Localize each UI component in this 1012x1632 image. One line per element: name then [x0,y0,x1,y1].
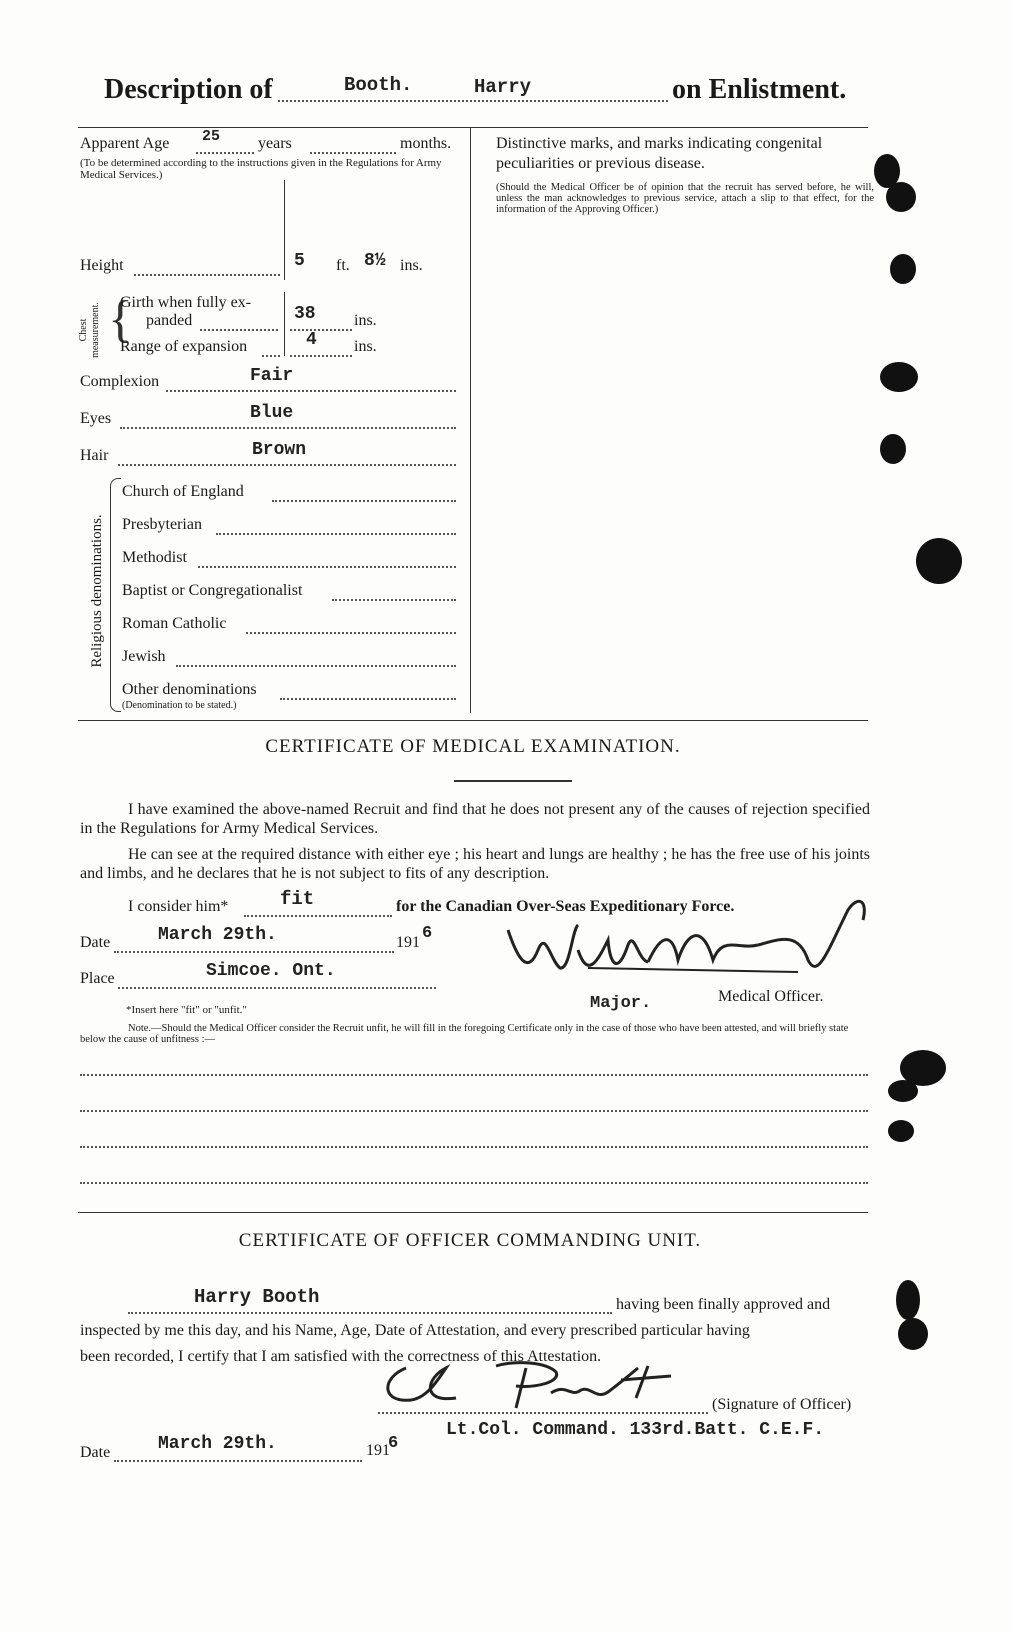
binding-hole [916,538,962,584]
height-ins-label: ins. [400,257,423,274]
apparent-age-label: Apparent Age [80,135,170,152]
religion-roman-catholic: Roman Catholic [122,615,227,632]
commanding-officer-title: Lt.Col. Command. 133rd.Batt. C.E.F. [446,1420,825,1440]
commanding-section-rule [78,1212,868,1213]
medical-para-1: I have examined the above-named Recruit and find that he does not present any of the causes of rejection specified in the Regulations for Army Medical Services. [80,801,870,837]
religion-jewish: Jewish [122,648,166,665]
girth-label-1: Girth when fully ex- [120,294,252,311]
hair-line [118,464,456,466]
religion-line-2 [216,533,456,535]
binding-hole [890,254,916,284]
medical-officer-rank: Major. [590,994,652,1013]
fitness-value: fit [280,888,315,910]
girth-ins-label: ins. [354,312,377,329]
hair-label: Hair [80,447,109,464]
religion-line-4 [332,599,456,601]
consider-line [244,915,392,917]
religion-line-3 [198,566,456,568]
girth-line-lead [200,329,278,331]
complexion-value: Fair [250,366,294,386]
religion-line-6 [176,665,456,667]
distinctive-marks-note: (Should the Medical Officer be of opinion that the recruit has served before, he will, unless the man acknowledges to previous service, attach a slip to that effect, for the information of the Approving Officer.) [496,182,874,215]
height-ft-value: 5 [294,251,305,271]
binding-hole [896,1280,920,1320]
height-line-lead [134,274,280,276]
years-label: years [258,135,292,152]
chest-divider [284,292,285,356]
chest-measurement-label: Chest measurement. [78,302,101,358]
girth-label-2: panded [146,312,193,329]
signature-label: (Signature of Officer) [712,1396,852,1413]
binding-hole [880,434,906,464]
medical-date-value: March 29th. [158,925,277,945]
place-value: Simcoe. Ont. [206,961,336,981]
signature-line [378,1412,708,1414]
surname-value: Booth. [344,74,413,96]
religion-church-of-england: Church of England [122,483,244,500]
medical-year-prefix: 191 [396,934,420,951]
height-label: Height [80,257,124,274]
age-height-divider [284,180,285,280]
medical-date-label: Date [80,934,111,951]
medical-para-2: He can see at the required distance with either eye ; his heart and lungs are healthy ; he has the free use of his joints and limbs, and he declares that he is not subject to fits of any description. [80,846,870,882]
binding-hole [898,1318,928,1350]
religion-line-5 [246,632,456,634]
commanding-line-3: been recorded, I certify that I am satisfied with the correctness of this Attestation. [80,1348,602,1365]
medical-year-digit: 6 [422,924,433,943]
eyes-line [120,427,456,429]
girth-line [290,329,352,331]
age-value: 25 [202,128,221,145]
binding-hole [888,1080,918,1102]
place-label: Place [80,970,115,987]
height-in-value: 8½ [364,251,386,271]
given-name-value: Harry [474,76,532,98]
commanding-officer-signature [376,1358,686,1414]
religion-other: Other denominations [122,681,257,698]
ft-label: ft. [336,257,350,274]
other-denomination-note: (Denomination to be stated.) [122,700,237,711]
religion-baptist: Baptist or Congregationalist [122,582,303,599]
unfit-line-1 [80,1074,868,1076]
force-label-text: for the Canadian Over-Seas Expeditionary Force. [396,898,735,915]
religion-presbyterian: Presbyterian [122,516,202,533]
hair-value: Brown [252,440,307,460]
religion-line-1 [272,500,456,502]
medical-cert-title: CERTIFICATE OF MEDICAL EXAMINATION. [265,736,681,757]
commanding-date-value: March 29th. [158,1434,277,1454]
expansion-line-lead [262,355,280,357]
complexion-label: Complexion [80,373,160,390]
place-line [118,987,436,989]
unfit-note: Note.—Should the Medical Officer consider the Recruit unfit, he will fill in the foregoing Certificate only in the case of those who have been attested, and will briefly state below the cause of unfitness :— [80,1023,849,1045]
girth-value: 38 [294,304,316,324]
binding-hole [880,362,918,392]
commanding-year-digit: 6 [388,1434,399,1453]
section-rule [78,720,868,721]
center-divider [470,127,471,713]
medical-title-rule [454,780,572,782]
commanding-year-prefix: 191 [366,1442,390,1459]
months-label: months. [400,135,452,152]
header-name-line [278,100,668,102]
months-line [310,152,396,154]
chest-brace: { [108,291,133,348]
age-line [196,152,254,154]
unfit-line-4 [80,1182,868,1184]
expansion-label: Range of expansion [120,338,248,355]
top-rule [78,127,868,128]
recruit-name-line [128,1312,612,1314]
age-note: (To be determined according to the instructions given in the Regulations for Army Medical Services.) [80,157,442,181]
commanding-date-line [114,1460,362,1462]
expansion-line [290,355,352,357]
religion-methodist: Methodist [122,549,187,566]
religion-side-label: Religious denominations. [89,514,105,668]
medical-officer-label: Medical Officer. [718,988,824,1005]
commanding-line-2: inspected by me this day, and his Name, Age, Date of Attestation, and every prescribed particular having [80,1322,750,1339]
binding-hole [888,1120,914,1142]
binding-hole [886,182,916,212]
header-prefix: Description of [104,74,273,105]
religion-line-7 [280,698,456,700]
expansion-value: 4 [306,330,317,350]
commanding-cert-title: CERTIFICATE OF OFFICER COMMANDING UNIT. [238,1230,702,1251]
complexion-line [166,390,456,392]
expansion-ins-label: ins. [354,338,377,355]
distinctive-marks-title: Distinctive marks, and marks indicating congenital peculiarities or previous disease. [496,135,823,172]
approved-label: having been finally approved and [616,1296,831,1313]
header-suffix: on Enlistment. [672,74,847,105]
insert-note: *Insert here "fit" or "unfit." [126,1004,247,1016]
eyes-label: Eyes [80,410,112,427]
medical-officer-signature [498,890,878,1002]
unfit-line-3 [80,1146,868,1148]
commanding-date-label: Date [80,1444,111,1461]
religion-brace [110,478,121,712]
recruit-name-value: Harry Booth [194,1286,320,1308]
unfit-line-2 [80,1110,868,1112]
medical-date-line [114,951,394,953]
eyes-value: Blue [250,403,294,423]
consider-label: I consider him* [128,898,229,915]
